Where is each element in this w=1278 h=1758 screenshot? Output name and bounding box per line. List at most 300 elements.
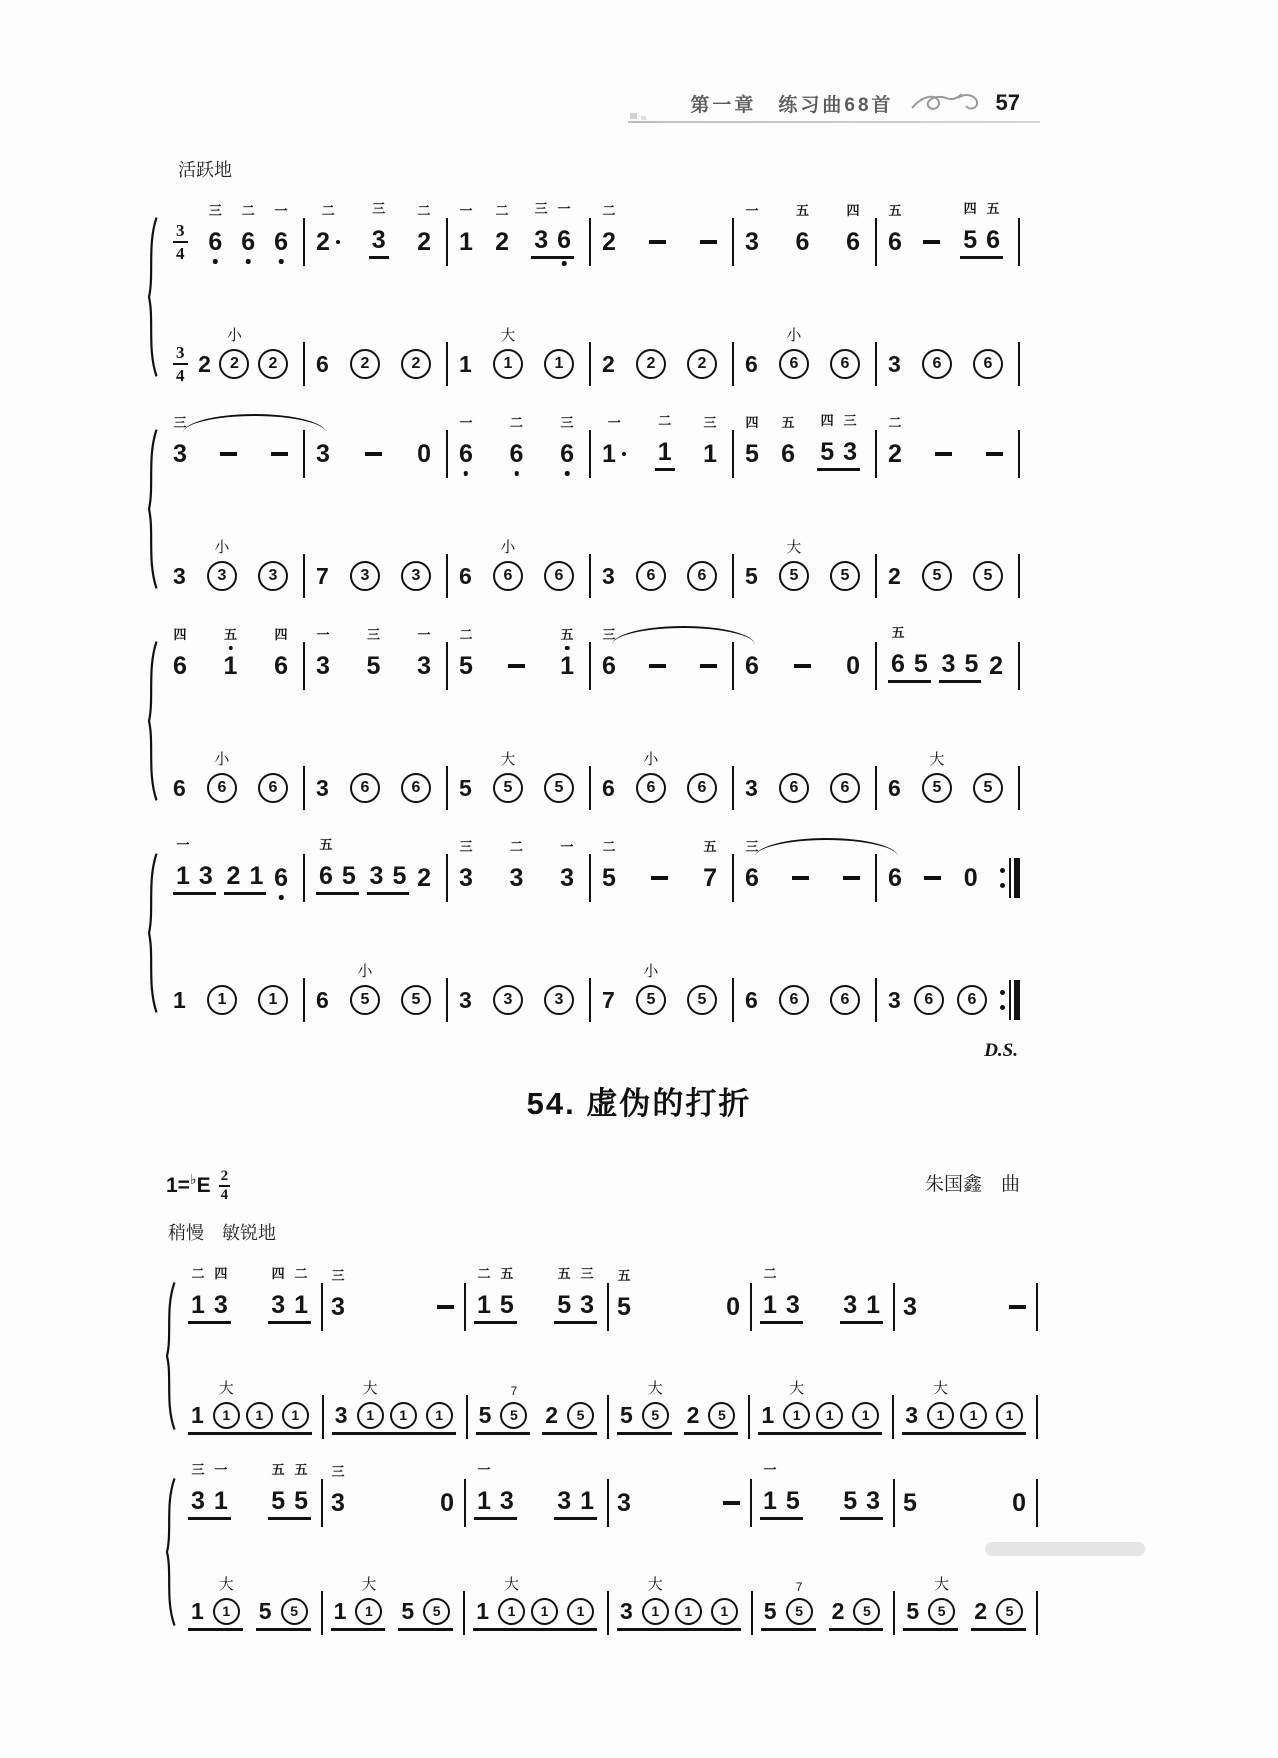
note: [560, 626, 574, 680]
bass-button-note: [687, 349, 717, 379]
fingering-number: 一: [560, 838, 574, 854]
measure: [591, 838, 734, 902]
bass-button-note: [350, 561, 380, 591]
dash-continuation: [924, 876, 941, 880]
note: [476, 1597, 489, 1624]
bass-button-note: [786, 1579, 813, 1625]
note-digit: 2: [417, 227, 431, 256]
bass-button-note: [498, 1575, 525, 1625]
note: [617, 1488, 631, 1517]
measure: [591, 342, 734, 386]
beamed-group: [476, 1383, 531, 1435]
augmentation-dot: [622, 452, 627, 457]
note-digit: 1: [576, 1603, 585, 1619]
fingering-number: 五: [319, 836, 333, 852]
bass-button-note: [852, 1402, 879, 1429]
note-digit: 3: [213, 1290, 228, 1319]
note: [620, 1597, 633, 1624]
note: [459, 838, 473, 892]
note-digit: 1: [222, 1603, 231, 1619]
note: [365, 452, 382, 456]
note-digit: 2: [198, 350, 211, 377]
bass-button-note: [355, 1575, 382, 1625]
note-digit: 1: [761, 1401, 775, 1428]
beamed-group: [243, 1400, 312, 1435]
chord-quality-label: 小: [643, 751, 659, 768]
note-digit: 6: [646, 779, 656, 796]
note: [785, 1290, 800, 1319]
note: [459, 414, 473, 468]
note-digit: 5: [840, 567, 850, 584]
note-digit: 3: [334, 1401, 348, 1428]
header-rule: [628, 121, 1040, 123]
beamed-group: [760, 1461, 803, 1520]
fingering-number: 四: [745, 414, 759, 430]
note-digit: 3: [217, 567, 227, 584]
fingering-number: 一: [274, 202, 288, 218]
music-system: [162, 616, 1020, 810]
note-digit: 1: [364, 1603, 373, 1619]
chord-quality-label: 大: [362, 1379, 378, 1397]
beamed-group: [554, 1265, 597, 1324]
fingering-number: 一: [459, 202, 473, 218]
fingering-number: 二: [495, 202, 509, 218]
note: [843, 876, 860, 880]
note-digit: 2: [602, 227, 616, 256]
bass-button-note: [642, 1379, 669, 1429]
note-digit: 1: [503, 355, 513, 372]
note-digit: 6: [781, 439, 795, 468]
bass-button-note: [544, 349, 574, 379]
note: [366, 626, 381, 680]
note: [509, 838, 524, 892]
note: [198, 861, 213, 890]
note-digit: 6: [745, 863, 759, 892]
note: [903, 1488, 917, 1517]
beamed-group: [903, 1575, 958, 1631]
measure: [180, 1265, 323, 1331]
note-digit: 5: [913, 649, 928, 678]
bass-button-note: [853, 1598, 880, 1625]
note-digit: 3: [941, 649, 956, 678]
bass-button-note: [281, 1598, 308, 1625]
note-digit: 5: [789, 567, 799, 584]
fingering-number: 一: [477, 1461, 491, 1477]
bass-button-note: [779, 773, 809, 803]
dash-continuation: [220, 452, 237, 456]
chord-quality-label: 大: [929, 751, 945, 768]
staff-gap: [162, 266, 1020, 318]
note-digit: 0: [440, 1488, 454, 1517]
note: [176, 836, 190, 890]
note: [369, 861, 384, 890]
note-digit: 3: [271, 1290, 286, 1319]
note: [963, 200, 978, 254]
beamed-group: [188, 1265, 231, 1324]
note-digit: 1: [291, 1407, 300, 1423]
bass-button-note: [687, 985, 717, 1015]
beamed-group: [554, 1487, 597, 1520]
note-digit: 5: [258, 1597, 272, 1624]
beamed-group: [684, 1400, 739, 1435]
note: [271, 1265, 286, 1319]
flourish-ornament: [908, 88, 982, 118]
bass-button-note: [973, 561, 1003, 591]
note: [191, 1265, 205, 1319]
measure: [448, 327, 591, 386]
note-digit: 1: [399, 1407, 407, 1423]
chord-quality-label: 大: [218, 1379, 234, 1397]
high-octave-dot: [565, 646, 570, 651]
fingering-number: 三: [843, 412, 857, 428]
note-digit: 1: [294, 1290, 308, 1319]
note-digit: 2: [316, 227, 330, 256]
dash-continuation: [651, 876, 668, 880]
bass-button-note: [636, 751, 666, 803]
bass-button-note: [207, 985, 237, 1015]
note: [316, 562, 329, 589]
bass-button-note: [258, 985, 288, 1015]
staff-gap: [162, 478, 1020, 530]
note: [459, 626, 473, 680]
note-digit: 5: [360, 991, 370, 1008]
bass-button-note: [401, 561, 431, 591]
note-digit: 1: [191, 1597, 204, 1624]
fingering-number: 二: [321, 202, 335, 218]
note-digit: 6: [557, 225, 571, 254]
dash-continuation: [792, 876, 809, 880]
beamed-group: [474, 1265, 517, 1324]
measure: [753, 1579, 896, 1635]
low-octave-dot: [279, 895, 284, 900]
note-digit: 3: [903, 1292, 917, 1321]
fingering-number: 三: [534, 200, 548, 216]
system-brace: [144, 852, 159, 1014]
note: [213, 1265, 228, 1319]
note-digit: 5: [718, 1407, 726, 1423]
note-digit: 1: [684, 1603, 693, 1619]
staff-gap: [180, 1527, 1038, 1567]
note-digit: 6: [268, 779, 278, 796]
measure: [877, 854, 1020, 902]
note: [477, 1461, 491, 1515]
note: [891, 624, 905, 678]
measure: [752, 1265, 895, 1331]
note: [545, 1401, 558, 1428]
fingering-number: 五: [560, 626, 574, 642]
note-digit: 6: [509, 439, 524, 468]
fingering-number: 二: [658, 412, 672, 428]
measure: [734, 202, 877, 266]
note-digit: 6: [319, 861, 333, 890]
note: [560, 838, 574, 892]
measure: [448, 626, 591, 690]
bass-staff: [162, 954, 1020, 1022]
note: [602, 562, 615, 589]
measure: [305, 200, 448, 266]
repeat-barline: [1000, 858, 1020, 898]
note: [459, 350, 472, 377]
fingering-number: 三: [331, 1267, 345, 1283]
note: [964, 649, 979, 678]
fingering-number: 四: [274, 626, 288, 642]
fingering-number: 四: [820, 412, 834, 428]
note-digit: 1: [223, 651, 238, 680]
note-digit: 5: [932, 779, 942, 796]
note-digit: 3: [459, 863, 473, 892]
note-digit: 1: [173, 986, 186, 1013]
note-digit: 3: [360, 567, 370, 584]
note-digit: 3: [602, 562, 615, 589]
note-digit: 6: [983, 355, 993, 372]
chord-quality-label: 小: [643, 963, 659, 980]
note: [745, 651, 759, 680]
note: [557, 1265, 572, 1319]
note-digit: 6: [602, 774, 615, 801]
note-digit: 3: [557, 1486, 572, 1515]
note-digit: 5: [697, 991, 707, 1008]
fingering-number: 三: [703, 414, 717, 430]
note-digit: 1: [477, 1486, 491, 1515]
bass-button-note: [636, 561, 666, 591]
bass-button-note: [973, 773, 1003, 803]
bass-button-note: [213, 1575, 240, 1625]
measure: [734, 412, 877, 478]
measure: [877, 414, 1020, 478]
bass-button-note: [914, 985, 944, 1015]
bass-button-note: [426, 1402, 453, 1429]
beamed-group: [761, 1579, 816, 1631]
measure: [305, 430, 448, 478]
measure: [162, 978, 305, 1022]
note-digit: 5: [646, 991, 656, 1008]
note-digit: 5: [983, 779, 993, 796]
note-digit: 3: [617, 1488, 631, 1517]
note: [173, 562, 186, 589]
note: [331, 1463, 345, 1517]
bass-button-note: [830, 773, 860, 803]
note-digit: 6: [274, 651, 288, 680]
fingering-number: 一: [176, 836, 190, 852]
note: [316, 986, 329, 1013]
beamed-group: [316, 836, 359, 895]
bass-button-note: [960, 1402, 987, 1429]
beamed-group: [369, 200, 389, 259]
note: [620, 1401, 633, 1428]
note-digit: 6: [967, 991, 977, 1008]
note-digit: 5: [903, 1488, 917, 1517]
note-digit: 1: [476, 1597, 489, 1624]
staff-gap: [180, 1331, 1038, 1371]
note-digit: 3: [888, 350, 901, 377]
note-digit: 1: [222, 1407, 231, 1423]
note-digit: 2: [974, 1597, 987, 1624]
note: [763, 1461, 777, 1515]
bass-button-note: [207, 751, 237, 803]
note: [477, 1265, 491, 1319]
measure: [305, 554, 448, 598]
measure: [877, 200, 1020, 266]
beamed-group: [268, 1265, 311, 1324]
note: [617, 1267, 631, 1321]
bass-button-note: [922, 349, 952, 379]
note-digit: 6: [789, 991, 799, 1008]
note-digit: 5: [392, 861, 407, 890]
beamed-group: [331, 1575, 386, 1631]
note-digit: 0: [726, 1292, 740, 1321]
low-octave-dot: [279, 259, 284, 264]
measure: [609, 1479, 752, 1527]
note-digit: 2: [989, 651, 1003, 680]
beamed-group: [188, 1461, 231, 1520]
note-digit: 6: [316, 350, 329, 377]
note: [274, 626, 288, 680]
dash-continuation: [508, 664, 525, 668]
piece-title: 54. 虚伪的打折: [526, 1086, 752, 1121]
chord-quality-label: 小: [500, 539, 516, 556]
note: [508, 664, 525, 668]
dash-continuation: [271, 452, 288, 456]
chord-quality-label: 大: [786, 539, 802, 556]
note: [1009, 1305, 1026, 1309]
note-digit: 1: [763, 1290, 777, 1319]
note-digit: 6: [503, 567, 513, 584]
bass-button-note: [928, 1575, 955, 1625]
note: [392, 861, 407, 890]
note: [820, 412, 835, 466]
bass-button-note: [830, 561, 860, 591]
fingering-number: 三: [366, 626, 381, 642]
note: [274, 202, 288, 256]
bass-button-note: [783, 1379, 810, 1429]
note-digit: 5: [294, 1486, 308, 1515]
note: [795, 202, 810, 256]
note-digit: 1: [540, 1603, 549, 1619]
note-digit: 5: [411, 991, 421, 1008]
note-digit: 5: [459, 774, 472, 801]
note-digit: 3: [331, 1292, 345, 1321]
note-digit: 1: [861, 1407, 870, 1423]
note: [843, 1486, 858, 1515]
note: [316, 350, 329, 377]
note-digit: 1: [507, 1603, 516, 1619]
fingering-number: 一: [745, 202, 759, 218]
note-digit: 1: [866, 1290, 880, 1319]
measure: [877, 978, 1020, 1022]
note: [763, 1265, 777, 1319]
low-octave-dot: [565, 471, 570, 476]
note-digit: 2: [229, 355, 239, 372]
note-digit: 5: [478, 1401, 492, 1428]
note: [459, 562, 472, 589]
measure: [162, 202, 305, 266]
note-digit: 5: [963, 225, 978, 254]
measure: [591, 626, 734, 690]
bass-button-note: [357, 1379, 384, 1429]
note: [745, 774, 758, 801]
bass-button-note: [390, 1402, 417, 1429]
note: [371, 200, 386, 254]
note: [316, 439, 330, 468]
note: [509, 414, 524, 468]
note: [223, 626, 238, 680]
note-digit: 6: [795, 227, 810, 256]
bass-button-note: [258, 773, 288, 803]
bass-button-note: [493, 751, 523, 803]
note: [334, 1401, 348, 1428]
key-signature: [166, 1169, 230, 1203]
measure: [162, 751, 305, 810]
note-digit: 3: [560, 863, 574, 892]
note-digit: 5: [820, 437, 835, 466]
note: [198, 350, 211, 377]
note-digit: 5: [602, 863, 616, 892]
tie-arc: [612, 626, 755, 645]
music-system: [180, 1257, 1038, 1439]
note-digit: 6: [840, 991, 850, 1008]
note-digit: 2: [268, 355, 278, 372]
note: [941, 649, 956, 678]
note: [831, 1597, 845, 1624]
measure: [894, 1379, 1038, 1439]
fingering-number: 二: [763, 1265, 777, 1281]
measure: [323, 1575, 466, 1635]
dal-segno-marking: D.S.: [984, 1040, 1018, 1061]
note: [271, 452, 288, 456]
note-digit: 0: [417, 439, 431, 468]
bass-button-note: [350, 963, 380, 1015]
note-digit: 5: [271, 1486, 286, 1515]
note-digit: 6: [745, 350, 758, 377]
measure: [162, 626, 305, 690]
note-digit: 5: [651, 1407, 660, 1423]
watermark-smudge: [985, 1542, 1145, 1556]
melody-staff: [180, 1453, 1038, 1527]
note-digit: 3: [316, 651, 330, 680]
measure: [305, 766, 448, 810]
measure: [750, 1379, 894, 1439]
bass-button-note: [493, 985, 523, 1015]
note-digit: 3: [411, 567, 421, 584]
note-digit: 1: [602, 439, 616, 468]
bass-button-note: [779, 327, 809, 379]
page-number: 57: [995, 90, 1020, 115]
note: [888, 202, 902, 256]
measure: [591, 963, 734, 1022]
note-digit: 5: [503, 779, 513, 796]
beamed-group: [332, 1379, 387, 1435]
note: [963, 863, 978, 892]
note: [745, 350, 758, 377]
note: [843, 412, 857, 466]
note-digit: 3: [459, 986, 472, 1013]
note: [903, 1292, 917, 1321]
note: [294, 1265, 308, 1319]
note-digit: 6: [241, 227, 256, 256]
note-digit: 0: [846, 651, 860, 680]
page-header: [0, 88, 1020, 118]
measure: [305, 836, 448, 902]
note-digit: 3: [745, 774, 758, 801]
bass-staff: [180, 1567, 1038, 1635]
measure: [323, 1267, 466, 1331]
note-digit: 1: [703, 439, 717, 468]
note-digit: 1: [191, 1290, 205, 1319]
fingering-number: 四: [173, 626, 187, 642]
note-digit: 6: [891, 649, 905, 678]
note: [794, 664, 811, 668]
note-digit: 3: [331, 1488, 345, 1517]
